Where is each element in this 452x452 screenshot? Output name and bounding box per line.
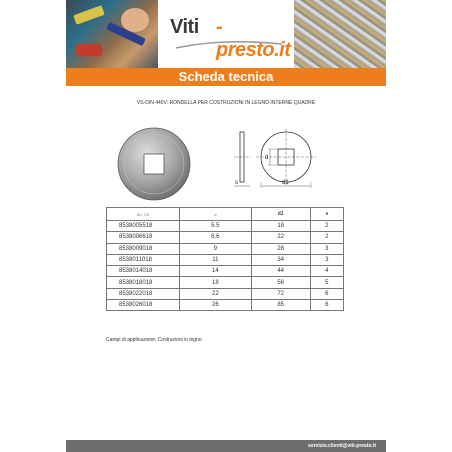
cell-code: 8538022018 — [107, 288, 180, 299]
header-banner — [66, 0, 386, 68]
col-header-art: Art. VS — [107, 208, 180, 221]
cell-code: 8538009018 — [107, 243, 180, 254]
table-row — [107, 300, 344, 311]
table-row — [107, 277, 344, 288]
cell-s: 6 — [310, 300, 343, 311]
cell-s: 6 — [310, 288, 343, 299]
col-header-d: d — [180, 208, 252, 221]
table-row — [107, 243, 344, 254]
logo-suffix: -presto.it — [216, 16, 291, 61]
table-row — [107, 288, 344, 299]
table-row — [107, 254, 344, 265]
logo-brand: Viti — [170, 16, 199, 38]
table-row — [107, 232, 344, 243]
cell-d: 18 — [180, 277, 252, 288]
cell-code: 8538005518 — [107, 221, 180, 232]
table-row — [107, 266, 344, 277]
tools-photo — [66, 0, 158, 68]
product-description: VS-DIN 440V: RONDELLA PER COSTRUZIONI IN LEGNO INTERNE QUADRE — [136, 100, 316, 106]
cell-s: 5 — [310, 277, 343, 288]
cell-s: 3 — [310, 254, 343, 265]
cell-d: 6.6 — [180, 232, 252, 243]
cell-d1: 22 — [251, 232, 310, 243]
cell-s: 3 — [310, 243, 343, 254]
label-s: s — [235, 180, 238, 186]
screws-photo — [294, 0, 386, 68]
cell-d1: 44 — [251, 266, 310, 277]
table-row — [107, 221, 344, 232]
footer-bar — [66, 440, 386, 452]
label-d1: d1 — [282, 180, 289, 186]
label-d: d — [265, 155, 269, 161]
cell-d: 22 — [180, 288, 252, 299]
cell-d1: 34 — [251, 254, 310, 265]
footer-email-link[interactable]: servizio.clienti@viti-presto.it — [308, 443, 376, 449]
spec-table — [106, 207, 344, 311]
logo — [158, 0, 294, 68]
cell-d1: 72 — [251, 288, 310, 299]
cell-code: 8538011018 — [107, 254, 180, 265]
cell-code: 8538026018 — [107, 300, 180, 311]
cell-s: 2 — [310, 232, 343, 243]
page-title: Scheda tecnica — [66, 68, 386, 86]
cell-d1: 85 — [251, 300, 310, 311]
table-header-row — [107, 208, 344, 221]
cell-code: 8538018018 — [107, 277, 180, 288]
datasheet-page — [66, 0, 386, 452]
cell-d: 9 — [180, 243, 252, 254]
cell-s: 4 — [310, 266, 343, 277]
logo-swoosh-icon — [174, 40, 284, 50]
cell-code: 8538006618 — [107, 232, 180, 243]
cell-s: 2 — [310, 221, 343, 232]
cell-d: 11 — [180, 254, 252, 265]
cell-d: 14 — [180, 266, 252, 277]
application-note: Campi di applicazione: Costruzioni in legno — [106, 337, 202, 343]
product-note: ········ — [222, 108, 230, 112]
col-header-d1: d1 — [251, 208, 310, 221]
col-header-s: s — [310, 208, 343, 221]
cell-d1: 56 — [251, 277, 310, 288]
cell-d: 26 — [180, 300, 252, 311]
cell-d1: 18 — [251, 221, 310, 232]
cell-d1: 28 — [251, 243, 310, 254]
cell-code: 8538014018 — [107, 266, 180, 277]
cell-d: 5.5 — [180, 221, 252, 232]
technical-drawing — [226, 126, 326, 192]
washer-image — [116, 126, 192, 202]
